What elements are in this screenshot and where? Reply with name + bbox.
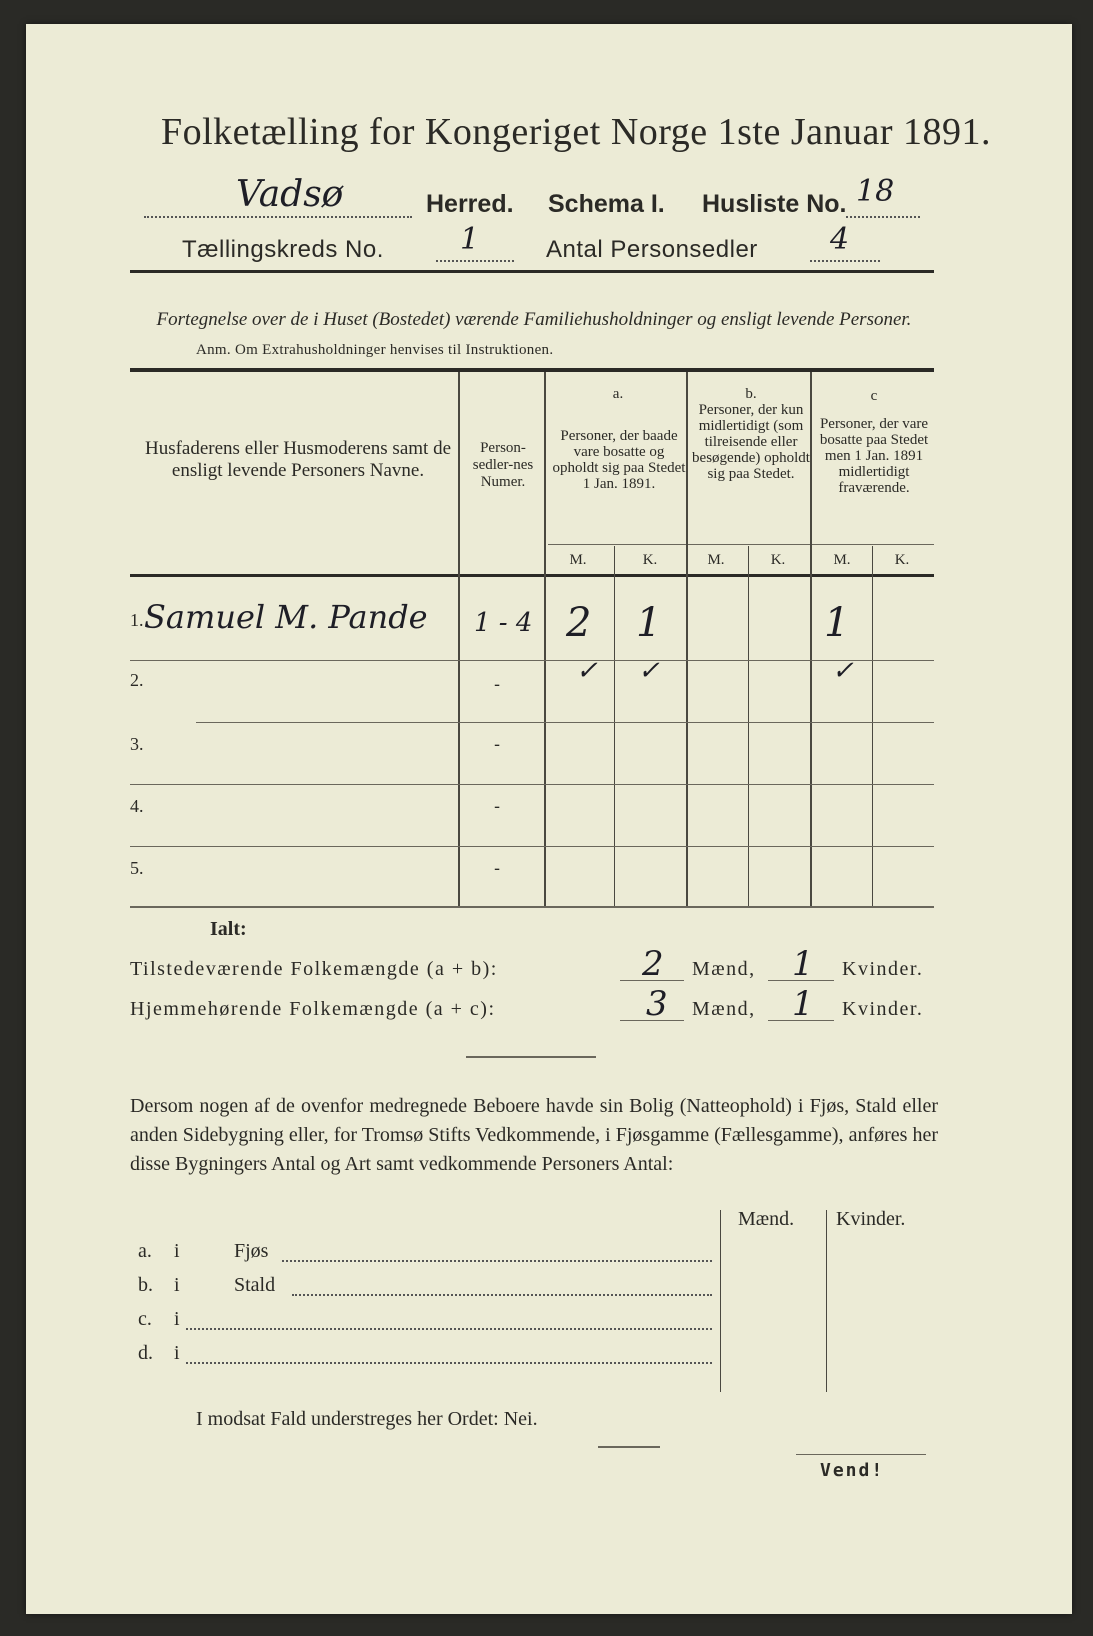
col-header-b: Personer, der kun midlertidigt (som tilreisende eller besøgende) opholdt sig paa Stedet. xyxy=(692,402,810,482)
row-number: 2. xyxy=(130,670,144,690)
nei-instruction: I modsat Fald understreges her Ordet: Nei. xyxy=(196,1408,538,1430)
form-subtitle: Fortegnelse over de i Huset (Bostedet) værende Familiehusholdninger og ensligt levende Personer. xyxy=(156,309,912,330)
husliste-label: Husliste No. xyxy=(702,190,847,218)
place-handwritten: Vadsø xyxy=(236,174,344,215)
item-i: i xyxy=(174,1274,180,1296)
hjemme-k-value: 1 xyxy=(792,984,814,1024)
vend-label: Vend! xyxy=(820,1460,885,1481)
antal-underline xyxy=(810,260,880,262)
b-k-header: K. xyxy=(770,552,786,568)
a-m-header: M. xyxy=(569,552,587,568)
row-a-m: 2 xyxy=(566,600,592,646)
item-i: i xyxy=(174,1240,180,1262)
a-k-header: K. xyxy=(642,552,658,568)
hjemme-kvinder: Kvinder. xyxy=(842,998,924,1020)
buildings-maend-header: Mænd. xyxy=(738,1208,795,1230)
husliste-underline xyxy=(846,216,920,218)
tilstede-label: Tilstedeværende Folkemængde (a + b): xyxy=(130,958,498,980)
col-b-letter: b. xyxy=(745,386,757,402)
antal-label: Antal Personsedler xyxy=(546,236,758,263)
item-letter: b. xyxy=(138,1274,153,1296)
row-numer: - xyxy=(494,674,501,695)
c-k-header: K. xyxy=(894,552,910,568)
col-divider-3 xyxy=(686,372,688,906)
col-header-c: Personer, der vare bosatte paa Stedet men 1 Jan. 1891 midlertidigt fraværende. xyxy=(819,416,929,496)
item-letter: c. xyxy=(138,1308,152,1330)
item-label: Stald xyxy=(234,1274,276,1296)
tilstede-kvinder: Kvinder. xyxy=(842,958,924,980)
table-bottom-line xyxy=(130,906,934,908)
ialt-label: Ialt: xyxy=(210,918,247,940)
row-numer: - xyxy=(494,858,501,879)
kreds-label: Tællingskreds No. xyxy=(182,236,384,263)
item-i: i xyxy=(174,1308,180,1330)
row-line-2 xyxy=(196,722,934,723)
section-separator xyxy=(466,1056,596,1058)
item-letter: d. xyxy=(138,1342,153,1364)
a-mk-divider xyxy=(614,546,615,906)
col-a-letter: a. xyxy=(612,386,624,402)
item-dots xyxy=(186,1328,712,1330)
row-number: 4. xyxy=(130,796,144,816)
buildings-divider-1 xyxy=(720,1210,721,1392)
schema-label: Schema I. xyxy=(548,190,665,218)
row-numer: - xyxy=(494,734,501,755)
mk-top-line xyxy=(548,544,934,545)
row-number: 5. xyxy=(130,858,144,878)
col-divider-2 xyxy=(544,372,546,906)
row-line-4 xyxy=(130,846,934,847)
husliste-number: 18 xyxy=(856,174,895,209)
hjemme-label: Hjemmehørende Folkemængde (a + c): xyxy=(130,998,496,1020)
header-rule xyxy=(130,270,934,273)
census-form-page xyxy=(26,24,1072,1614)
table-top-rule xyxy=(130,368,934,372)
vend-top-line xyxy=(796,1454,926,1455)
hjemme-maend: Mænd, xyxy=(692,998,756,1020)
item-i: i xyxy=(174,1342,180,1364)
b-mk-divider xyxy=(748,546,749,906)
building-instructions: Dersom nogen af de ovenfor medregnede Beboere havde sin Bolig (Natteophold) i Fjøs, Stald eller anden Sidebygning eller, for Tromsø Stifts Vedkommende, i Fjøsgamme (Fællesgamme), anføres her disse Bygningers Antal og Art samt vedkommende Personers Antal: xyxy=(130,1095,938,1175)
row-c-m: 1 xyxy=(824,600,850,646)
antal-value: 4 xyxy=(830,222,850,257)
col-header-numer: Person-sedler-nes Numer. xyxy=(472,440,534,490)
item-dots xyxy=(292,1294,712,1296)
form-title: Folketælling for Kongeriget Norge 1ste Januar 1891. xyxy=(160,111,992,153)
col-header-a: Personer, der baade vare bosatte og opholdt sig paa Stedet 1 Jan. 1891. xyxy=(552,428,686,492)
buildings-divider-2 xyxy=(826,1210,827,1392)
row-c-m-check: ✓ xyxy=(832,656,854,686)
kreds-underline xyxy=(436,260,514,262)
col-divider-1 xyxy=(458,372,460,906)
row-a-k-check: ✓ xyxy=(638,656,660,686)
row-numer: 1 - 4 xyxy=(474,608,533,638)
header-bottom-rule xyxy=(130,574,934,577)
tilstede-k-value: 1 xyxy=(792,944,814,984)
col-header-names: Husfaderens eller Husmoderens samt de ensligt levende Personers Navne. xyxy=(144,438,451,481)
buildings-kvinder-header: Kvinder. xyxy=(836,1208,906,1230)
row-numer: - xyxy=(494,796,501,817)
col-c-letter: c xyxy=(870,388,878,404)
herred-label: Herred. xyxy=(426,190,514,218)
row-number: 1. xyxy=(130,610,144,630)
item-letter: a. xyxy=(138,1240,152,1262)
kreds-number: 1 xyxy=(460,222,480,257)
item-dots xyxy=(282,1260,712,1262)
row-line-1 xyxy=(130,660,934,661)
anm-note: Anm. Om Extrahusholdninger henvises til Instruktionen. xyxy=(196,342,554,358)
tilstede-maend: Mænd, xyxy=(692,958,756,980)
row-a-k: 1 xyxy=(636,600,662,646)
row-number: 3. xyxy=(130,734,144,754)
hjemme-m-value: 3 xyxy=(646,984,668,1024)
c-mk-divider xyxy=(872,546,873,906)
item-label: Fjøs xyxy=(234,1240,269,1262)
c-m-header: M. xyxy=(833,552,851,568)
tilstede-m-value: 2 xyxy=(642,944,664,984)
row-name: Samuel M. Pande xyxy=(144,598,428,636)
nei-underline xyxy=(598,1446,660,1448)
row-line-3 xyxy=(130,784,934,785)
place-underline xyxy=(144,216,412,218)
row-a-m-check: ✓ xyxy=(576,656,598,686)
col-divider-4 xyxy=(810,372,812,906)
b-m-header: M. xyxy=(707,552,725,568)
item-dots xyxy=(186,1362,712,1364)
